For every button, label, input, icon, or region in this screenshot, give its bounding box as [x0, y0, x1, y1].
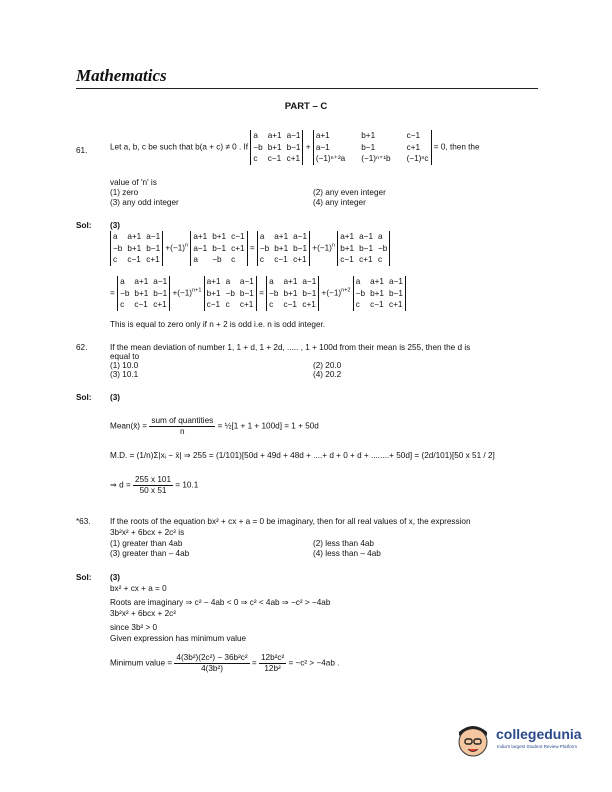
sol61-working-1: a a+1 a−1 −b b+1 b−1 c c−1 c+1 $+(-1)^n$ a+1 b+1 c−1 a−1 b−1 c+1 a −b c = a a+1 a−1 −b b+1 b−1 c c−1 c+1 $+(-1)^n$ a+1 a−1 a b+1 b−1 −b c−1 c+1 c	[110, 231, 390, 266]
sol61-answer: (3)	[110, 221, 121, 230]
q62-line2: equal to	[110, 352, 140, 361]
q61-option-4: (4) any integer	[313, 198, 366, 207]
sol63-minimum: Minimum value = $\frac{\text{4(3b²)(2c²) − 36b²c²}}{\text{4(3b²)}}$ = $\frac{\text{12b²c²}}{\text{12b²}}$ = −c² > −4ab .	[110, 653, 340, 673]
q62-option-4: (4) 20.2	[313, 370, 342, 379]
q63-option-3: (3) greater than – 4ab	[110, 549, 190, 558]
question-61-stem: Let a, b, c be such that b(a + c) ≠ 0 . If a a+1 a−1 −b b+1 b−1 c c−1 c+1 + a+1 b+1 c−1 a−1 b−1 c+1 (−1)ⁿ⁺²a (−1)ⁿ⁺¹b (−1)ⁿc = 0, then the	[110, 131, 480, 163]
sol63-answer: (3)	[110, 573, 121, 582]
sol62-mean: Mean(x̄) = $\frac{\text{sum of quantities}}{n}$ = ½[1 + 1 + 100d] = 1 + 50d	[110, 416, 319, 436]
q63-line1: If the roots of the equation bx² + cx + a = 0 be imaginary, then for all real values of x, the expression	[110, 517, 471, 526]
sol63-line5: Given expression has minimum value	[110, 634, 247, 643]
sol62-md: M.D. = (1/n)Σ|xᵢ − x̄| ⇒ 255 = (1/101)[50d + 49d + 48d + ....+ d + 0 + d + ........+ 50d] = (2d/101)[50 x 51 / 2]	[110, 451, 495, 460]
sol62-label: Sol:	[76, 393, 92, 402]
question-number-61: 61.	[76, 146, 88, 155]
q62-option-2: (2) 20.0	[313, 361, 342, 370]
q61-option-1: (1) zero	[110, 188, 139, 197]
q61-determinant-2: a+1 b+1 c−1 a−1 b−1 c+1 (−1)ⁿ⁺²a (−1)ⁿ⁺¹b (−1)ⁿc	[313, 130, 432, 165]
sol61-working-2: = a a+1 a−1 −b b+1 b−1 c c−1 c+1 $+(-1)^{n+1}$ a+1 a a−1 b+1 −b b−1 c−1 c c+1 = a a+1 a−1 −b b+1 b−1 c c−1 c+1 $+(-1)^{n+2}$ a a+1 a−1 −b b+1 b−1 c c−1 c+1	[110, 276, 406, 311]
q63-option-1: (1) greater than 4ab	[110, 539, 183, 548]
q62-option-1: (1) 10.0	[110, 361, 139, 370]
subject-title: Mathematics	[76, 66, 167, 85]
q61-determinant-1: a a+1 a−1 −b b+1 b−1 c c−1 c+1	[250, 130, 303, 165]
brand-tagline: India's largest Student Review Platform	[497, 744, 578, 749]
header-rule	[76, 88, 538, 89]
sol62-d: ⇒ d = $\frac{255 x 101}{50 x 51}$ = 10.1	[110, 475, 199, 495]
question-number-62: 62.	[76, 343, 88, 352]
q62-option-3: (3) 10.1	[110, 370, 139, 379]
sol63-line1: bx² + cx + a = 0	[110, 584, 167, 593]
q61-option-2: (2) any even integer	[313, 188, 386, 197]
sol61-label: Sol:	[76, 221, 92, 230]
q62-line1: If the mean deviation of number 1, 1 + d, 1 + 2d, ..... , 1 + 100d from their mean is 255, then the d is	[110, 343, 471, 352]
sol62-answer: (3)	[110, 393, 121, 402]
q61-line2: value of 'n' is	[110, 178, 157, 187]
collegedunia-mascot-icon	[454, 722, 492, 764]
sol63-line4: since 3b² > 0	[110, 623, 158, 632]
sol63-line3: 3b²x² + 6bcx + 2c²	[110, 609, 176, 618]
q63-line2: 3b²x² + 6bcx + 2c² is	[110, 528, 185, 537]
brand-name: collegedunia	[496, 726, 582, 742]
part-heading: PART – C	[284, 101, 328, 112]
q63-option-2: (2) less than 4ab	[313, 539, 374, 548]
q63-option-4: (4) less than – 4ab	[313, 549, 381, 558]
sol63-label: Sol:	[76, 573, 92, 582]
q61-stem-b: = 0, then the	[433, 142, 480, 152]
q61-option-3: (3) any odd integer	[110, 198, 179, 207]
sol61-conclusion: This is equal to zero only if n + 2 is odd i.e. n is odd integer.	[110, 320, 326, 329]
sol63-line2: Roots are imaginary ⇒ c² − 4ab < 0 ⇒ c² < 4ab ⇒ −c² > −4ab	[110, 598, 331, 607]
q61-stem-a: Let a, b, c be such that b(a + c) ≠ 0 . If	[110, 142, 249, 152]
question-number-63: *63.	[76, 517, 91, 526]
